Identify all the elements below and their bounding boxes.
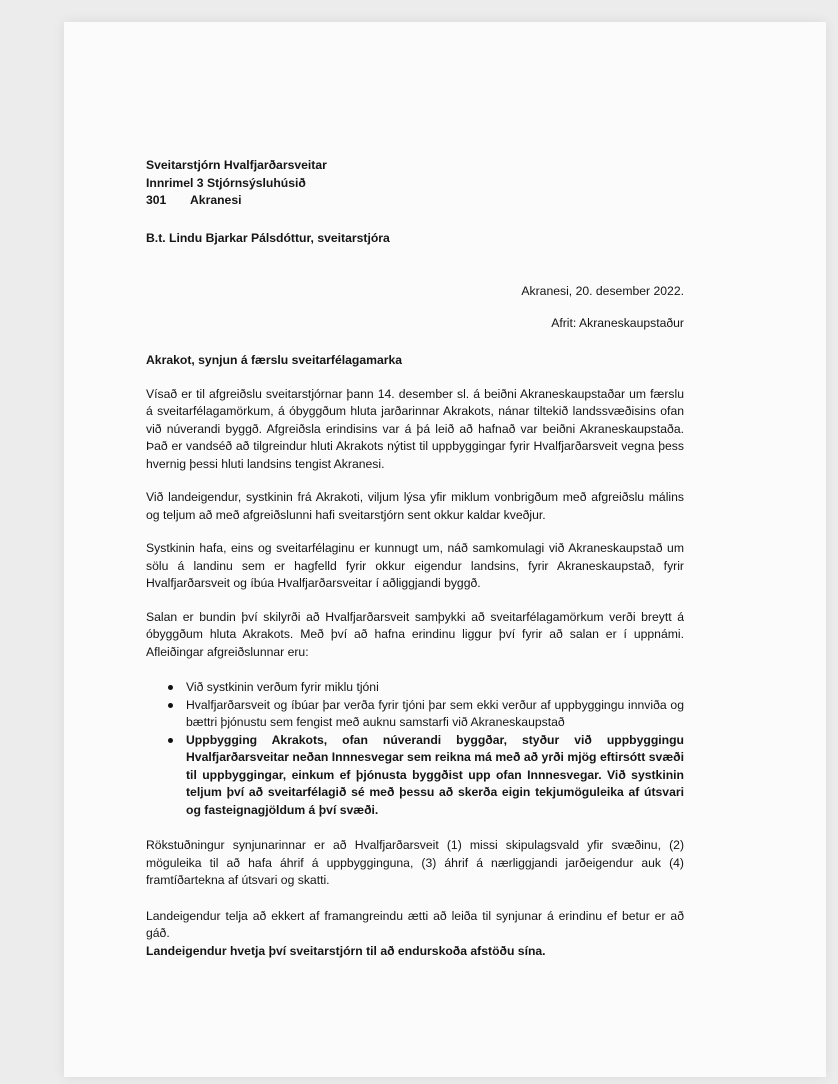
paragraph: Systkinin hafa, eins og sveitarfélaginu er kunnugt um, náð samkomulagi við Akraneskaupstað um sölu á landinu sem er hagfelld fyrir okkur eigendur landsins, fyrir Akraneskaupstað, fyrir Hvalfjarðarsveit og íbúa Hvalfjarðarsveitar í aðliggjandi byggð. (146, 541, 684, 590)
subject-line: Akrakot, synjun á færslu sveitarfélagamarka (146, 353, 403, 367)
closing-paragraph (146, 908, 684, 961)
recipient-attention: B.t. Lindu Bjarkar Pálsdóttur, sveitarstjóra (146, 230, 390, 245)
letter-body (146, 157, 684, 960)
paragraph: Við landeigendur, systkinin frá Akrakoti, viljum lýsa yfir miklum vonbrigðum með afgreiðslu málins og teljum að með afgreiðslunni hafi sveitarstjórn sent okkur kaldar kveðjur. (146, 490, 684, 522)
list-item: Uppbygging Akrakots, ofan núverandi byggðar, styður við uppbyggingu Hvalfjarðarsveitar neðan Innnesvegar sem reikna má með að yrði mjög eftirsótt svæði til uppbyggingar, einkum ef þjónusta byggðist upp ofan Innnesvegar. Við systkinin teljum því að sveitarfélagið sé með þessu að skerða eigin tekjumöguleika af útsvari og fasteignagjöldum á því svæði. (186, 732, 684, 820)
consequence-list (146, 679, 684, 819)
recipient-name: Sveitarstjórn Hvalfjarðarsveitar (146, 158, 327, 172)
copy-line: Afrit: Akraneskaupstaður (551, 315, 684, 330)
recipient-address: Innrimel 3 Stjórnsýsluhúsið (146, 175, 306, 190)
recipient-postal-line (146, 192, 684, 210)
paragraph: Vísað er til afgreiðslu sveitarstjórnar þann 14. desember sl. á beiðni Akraneskaupstaðar um færslu á sveitarfélagamörkum, á óbyggðum hluta jarðarinnar Akrakots, nánar tiltekið landssvæðisins ofan við núverandi byggð. Afgreiðsla erindisins var á þá leið að hafnað var beiðni Akraneskaupstaða. Það er vandséð að tilgreindur hluti Akrakots nýtist til uppbyggingar fyrir Hvalfjarðarsveit vegna þess hvernig þessi hluti landsins tengist Akranesi. (146, 386, 684, 471)
paragraph: Salan er bundin því skilyrði að Hvalfjarðarsveit samþykki að sveitarfélagamörkum verði breytt á óbyggðum hluta Akrakots. Með því að hafna erindinu liggur því fyrir að salan er í uppnámi. Afleiðingar afgreiðslunnar eru: (146, 609, 684, 659)
list-item: Við systkinin verðum fyrir miklu tjóni (186, 679, 684, 697)
closing-line: Landeigendur telja að ekkert af framangreindu ætti að leiða til synjunar á erindinu ef betur er að gáð. (146, 908, 684, 940)
date-line: Akranesi, 20. desember 2022. (521, 284, 684, 298)
paragraph-reasons: Rökstuðningur synjunarinnar er að Hvalfjarðarsveit (1) missi skipulagsvald yfir svæðinu, (2) möguleika til að hafa áhrif á uppbygginguna, (3) áhrif á nærliggjandi jarðeigendur auk (4) framtíðartekna af útsvari og skatti. (146, 838, 684, 887)
list-item: Hvalfjarðarsveit og íbúar þar verða fyrir tjóni þar sem ekki verður af uppbyggingu innviða og bættri þjónustu sem fengist með auknu samstarfi við Akraneskaupstað (186, 697, 684, 732)
recipient-city: Akranesi (190, 193, 242, 207)
recipient-postcode: 301 (146, 193, 167, 207)
closing-call-to-action: Landeigendur hvetja því sveitarstjórn til að endurskoða afstöðu sína. (146, 943, 546, 958)
